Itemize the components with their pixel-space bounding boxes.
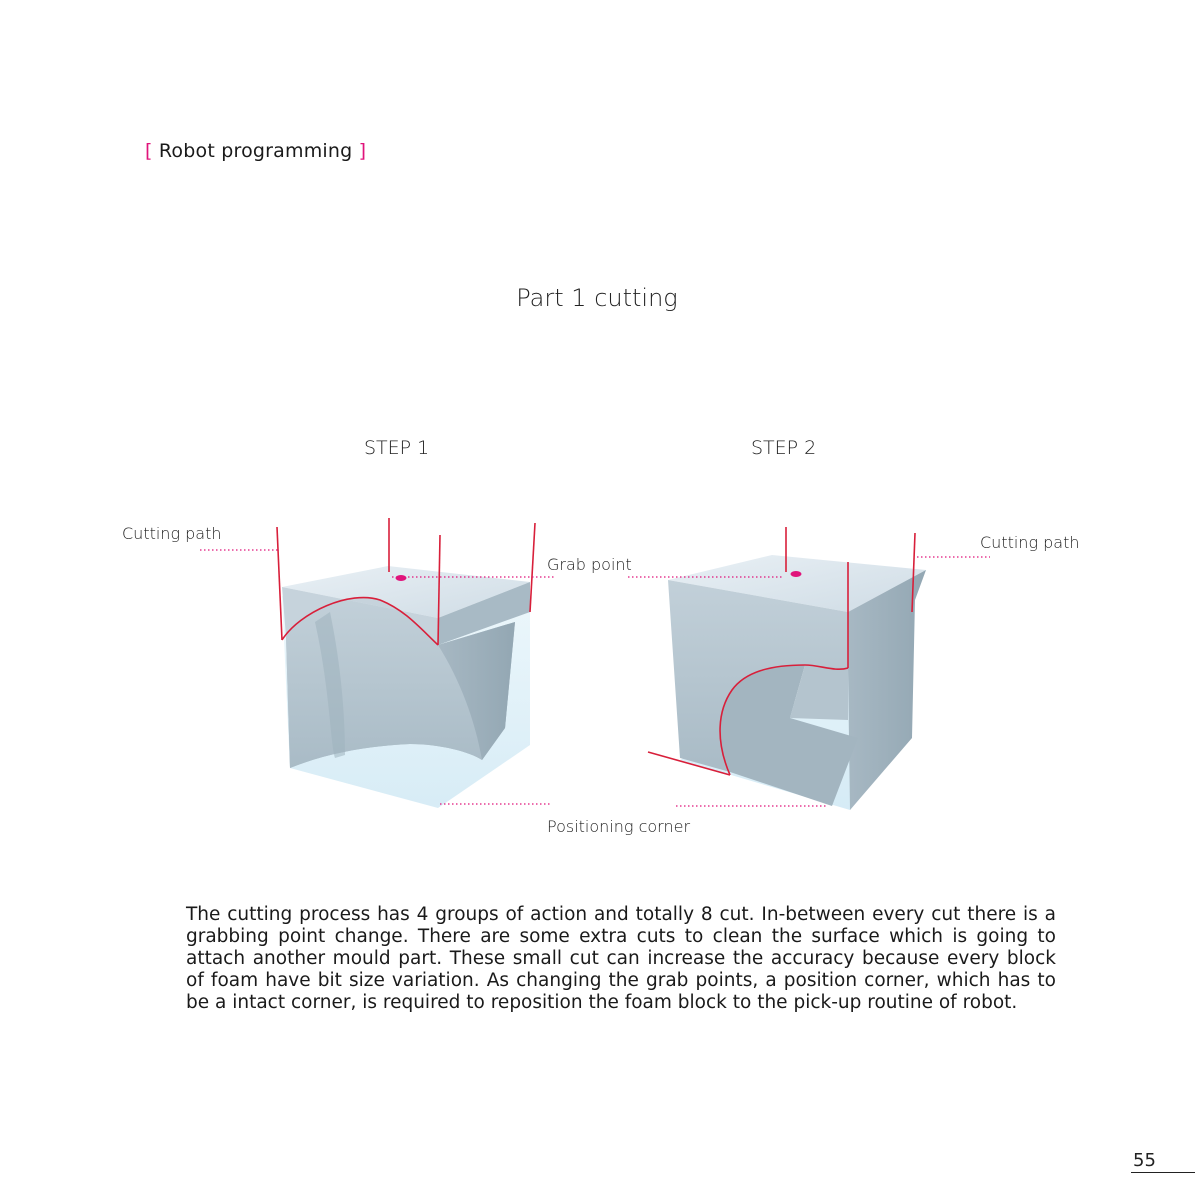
- grab-point-dot-2: [791, 571, 802, 577]
- step-1-label: STEP 1: [364, 437, 430, 459]
- page-title: Part 1 cutting: [516, 284, 678, 312]
- grab-point-dot-1: [396, 575, 407, 581]
- foam-block-step-1: [277, 518, 535, 808]
- page-number-rule: [1131, 1172, 1195, 1173]
- body-paragraph: The cutting process has 4 groups of action and totally 8 cut. In-between every cut there is a grabbing point change. There are some extra cuts to clean the surface which is going to attach another mould part. These small cut can increase the accuracy because every block of foam have bit size variation. As changing the grab points, a position corner, which has to be a intact corner, is required to reposition the foam block to the pick-up routine of robot.: [186, 904, 1056, 1013]
- foam-block-step-2: [648, 527, 926, 810]
- label-cutting-path-right: Cutting path: [980, 533, 1080, 552]
- label-positioning-corner: Positioning corner: [547, 817, 691, 836]
- step-2-label: STEP 2: [751, 437, 817, 459]
- page-number: 55: [1133, 1150, 1156, 1171]
- section-title: Robot programming: [158, 140, 353, 162]
- bracket-close: ]: [358, 140, 367, 162]
- bracket-open: [: [145, 140, 153, 162]
- label-cutting-path-left: Cutting path: [122, 524, 222, 543]
- label-grab-point: Grab point: [547, 555, 632, 574]
